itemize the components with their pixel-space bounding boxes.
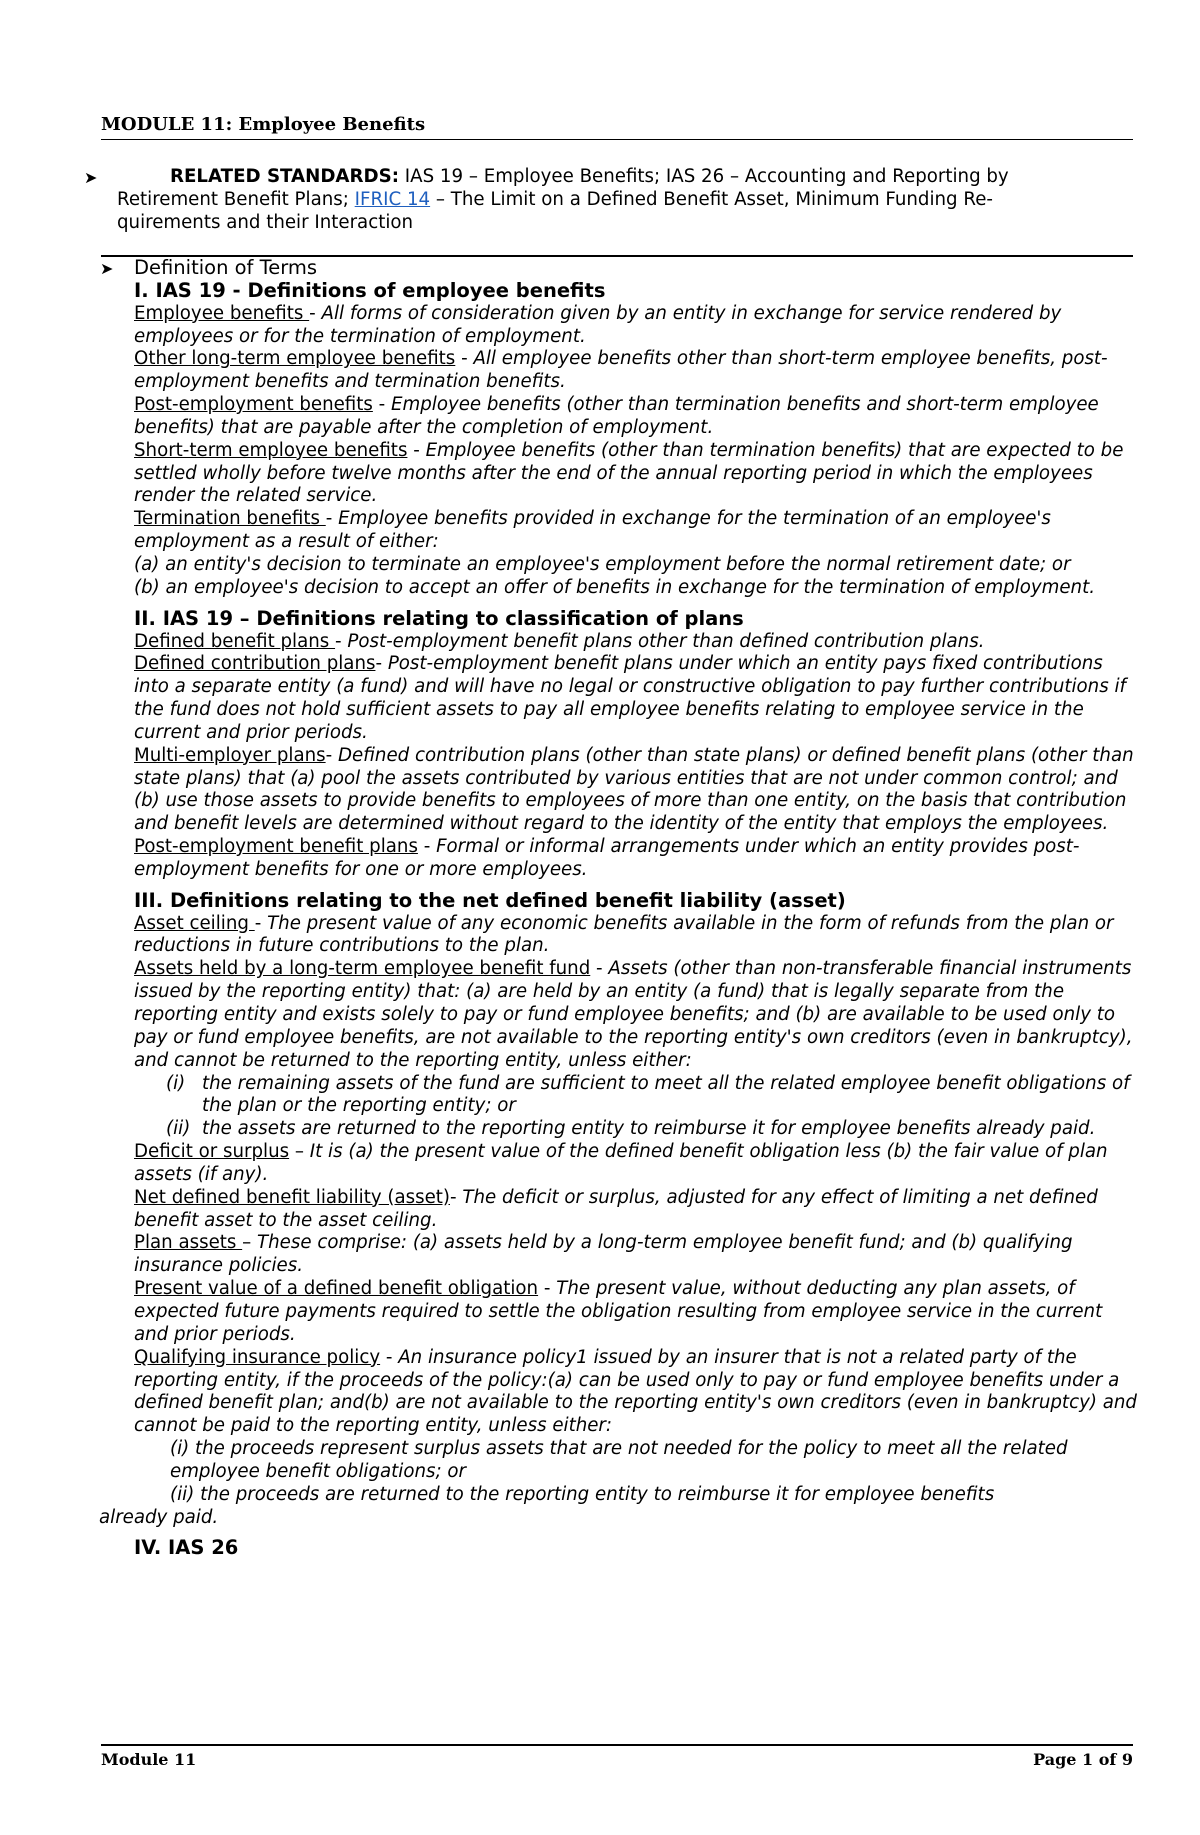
- related-standards: [84, 165, 1114, 234]
- arrowhead-bullet-icon: ➤: [100, 259, 114, 278]
- def-qualifying-policy: Qualifying insurance policy - An insurance policy1 issued by an insurer that is not a related party of the reporting entity, if the proceeds of the policy:(a) can be used only to pay or fund employee benefits under a defined benefit plan; and(b) are not available to the reporting entity's own creditors (even in bankruptcy) and cannot be paid to the reporting entity, unless either:: [134, 1346, 1137, 1437]
- section-4-title: IV. IAS 26: [134, 1536, 239, 1560]
- section-2-title: II. IAS 19 – Definitions relating to classification of plans: [134, 606, 744, 630]
- related-line2-pre: Retirement Benefit Plans;: [117, 189, 349, 210]
- def-assets-held-i: (i) the remaining assets of the fund are sufficient to meet all the related employee benefit obligations of the plan or the reporting entity; or: [166, 1072, 1130, 1117]
- definitions-heading: Definition of Terms: [134, 256, 318, 279]
- def-termination: Termination benefits - Employee benefits provided in exchange for the termination of an employee's employment as a result of either:: [134, 508, 1051, 553]
- def-post-employment-plans: Post-employment benefit plans - Formal or informal arrangements under which an entity provides post-employment benefits for one or more employees.: [134, 836, 1080, 880]
- definitions-body: [99, 256, 1139, 1560]
- def-present-value: Present value of a defined benefit obligation - The present value, without deducting any plan assets, of expected future payments required to settle the obligation resulting from employee service in the current and prior periods.: [134, 1278, 1103, 1345]
- def-defined-contribution: Defined contribution plans- Post-employment benefit plans under which an entity pays fixed contributions into a separate entity (a fund) and will have no legal or constructive obligation to pay further contributions if the fund does not hold sufficient assets to pay all employee benefits relating to employee service in the current and prior periods.: [134, 653, 1126, 743]
- def-qualifying-ii-1: (ii) the proceeds are returned to the reporting entity to reimburse it for employee benefits: [170, 1483, 995, 1505]
- def-multi-employer-b: (b) use those assets to provide benefits to employees of more than one entity, on the basis that contribution and benefit levels are determined without regard to the identity of the entity that employs the employees.: [134, 790, 1127, 835]
- footer-rule: [101, 1744, 1133, 1746]
- section-3-title: III. Definitions relating to the net defined benefit liability (asset): [134, 888, 846, 912]
- arrowhead-bullet-icon: ➤: [84, 168, 98, 187]
- ifric14-link[interactable]: IFRIC 14: [354, 189, 431, 210]
- section-1-title: I. IAS 19 - Definitions of employee benefits: [134, 278, 606, 302]
- related-line3: quirements and their Interaction: [117, 212, 414, 233]
- def-defined-benefit: Defined benefit plans - Post-employment benefit plans other than defined contribution plans.: [134, 630, 985, 652]
- def-other-long-term: Other long-term employee benefits - All employee benefits other than short-term employee benefits, post-employment benefits and termination benefits.: [134, 348, 1108, 393]
- def-termination-b: (b) an employee's decision to accept an offer of benefits in exchange for the termination of employment.: [134, 576, 1095, 598]
- related-label: RELATED STANDARDS:: [170, 166, 399, 187]
- def-multi-employer: Multi-employer plans- Defined contribution plans (other than state plans) or defined benefit plans (other than state plans) that (a) pool the assets contributed by various entities that are not under common control; and: [134, 744, 1134, 789]
- related-line2-post: – The Limit on a Defined Benefit Asset, Minimum Funding Re-: [435, 189, 993, 210]
- page-header-title: MODULE 11: Employee Benefits: [101, 114, 426, 135]
- def-deficit-surplus: Deficit or surplus – It is (a) the present value of the defined benefit obligation less (b) the fair value of plan assets (if any).: [134, 1141, 1108, 1185]
- def-termination-a: (a) an entity's decision to terminate an employee's employment before the normal retirement date; or: [134, 553, 1071, 575]
- def-short-term: Short-term employee benefits - Employee benefits (other than termination benefits) that are expected to be settled wholly before twelve months after the end of the annual reporting period in which the employees render the related service.: [134, 439, 1124, 507]
- def-plan-assets: Plan assets – These comprise: (a) assets held by a long-term employee benefit fund; and (b) qualifying insurance policies.: [134, 1232, 1073, 1277]
- def-assets-held-ii: (ii) the assets are returned to the reporting entity to reimburse it for employee benefits already paid.: [166, 1118, 1096, 1140]
- def-net-liability: Net defined benefit liability (asset)- The deficit or surplus, adjusted for any effect of limiting a net defined benefit asset to the asset ceiling.: [134, 1186, 1098, 1231]
- footer-page-number: Page 1 of 9: [1033, 1750, 1133, 1769]
- def-employee-benefits: Employee benefits - All forms of consideration given by an entity in exchange for service rendered by employees or for the termination of employment.: [134, 302, 1062, 347]
- footer-module: Module 11: [101, 1750, 197, 1769]
- def-post-employment: Post-employment benefits - Employee benefits (other than termination benefits and short-term employee benefits) that are payable after the completion of employment.: [134, 394, 1099, 438]
- related-line1: IAS 19 – Employee Benefits; IAS 26 – Accounting and Reporting by: [404, 166, 1009, 187]
- def-asset-ceiling: Asset ceiling - The present value of any economic benefits available in the form of refunds from the plan or reductions in future contributions to the plan.: [134, 912, 1114, 957]
- header-rule: [101, 139, 1133, 140]
- def-qualifying-ii-2: already paid.: [99, 1506, 219, 1528]
- term: Employee benefits: [134, 302, 310, 324]
- def-qualifying-i: (i) the proceeds represent surplus assets that are not needed for the policy to meet all the related employee benefit obligations; or: [170, 1438, 1068, 1482]
- def-assets-held: Assets held by a long-term employee benefit fund - Assets (other than non-transferable financial instruments issued by the reporting entity) that: (a) are held by an entity (a fund) that is legally separate from the reporting entity and exists solely to pay or fund employee benefits; and (b) are available to be used only to pay or fund employee benefits, are not available to the reporting entity's own creditors (even in bankruptcy), and cannot be returned to the reporting entity, unless either:: [134, 958, 1133, 1071]
